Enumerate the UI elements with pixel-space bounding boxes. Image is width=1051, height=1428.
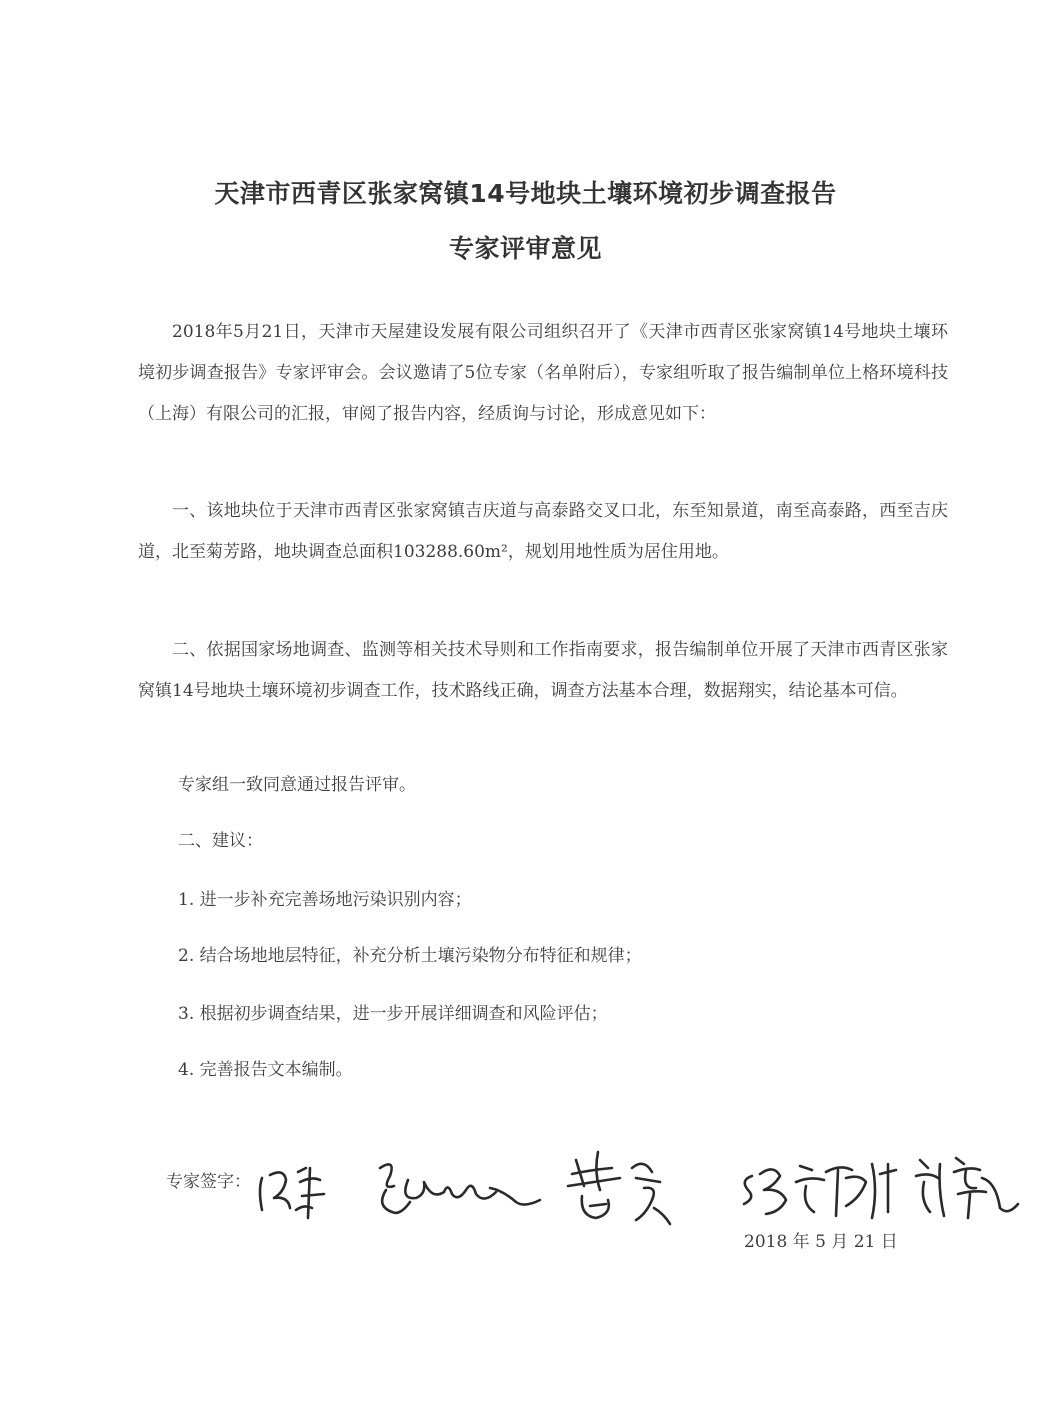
signature-4 (744, 1164, 896, 1218)
signature-2 (380, 1164, 540, 1212)
intro-paragraph (138, 312, 948, 435)
suggestion-item: 2. 结合场地地层特征，补充分析土壤污染物分布特征和规律； (178, 946, 642, 966)
intro-paragraph-text: 2018年5月21日，天津市天屋建设发展有限公司组织召开了《天津市西青区张家窝镇14号地块土壤环境初步调查报告》专家评审会。会议邀请了5位专家（名单附后），专家组听取了报告编制单位上格环境科技（上海）有限公司的汇报，审阅了报告内容，经质询与讨论，形成意见如下： (138, 322, 948, 424)
suggestion-item: 3. 根据初步调查结果，进一步开展详细调查和风险评估； (178, 1004, 608, 1024)
site-location-text: 一、该地块位于天津市西青区张家窝镇吉庆道与高泰路交叉口北，东至知景道，南至高泰路，西至吉庆道，北至菊芳路，地块调查总面积103288.60m²，规划用地性质为居住用地。 (138, 501, 948, 562)
document-title: 天津市西青区张家窝镇14号地块土壤环境初步调查报告 (214, 179, 837, 208)
signature-5 (916, 1158, 1018, 1218)
assessment-paragraph (138, 630, 948, 712)
assessment-text: 二、依据国家场地调查、监测等相关技术导则和工作指南要求，报告编制单位开展了天津市西青区张家窝镇14号地块土壤环境初步调查工作，技术路线正确，调查方法基本合理，数据翔实，结论基本可信。 (138, 640, 948, 701)
signature-label: 专家签字： (166, 1172, 251, 1192)
suggestion-item: 4. 完善报告文本编制。 (178, 1060, 353, 1080)
suggestions-heading: 二、建议： (178, 831, 263, 851)
document-subtitle: 专家评审意见 (448, 234, 602, 263)
expert-signatures (240, 1120, 1040, 1240)
signature-3 (568, 1152, 670, 1224)
signature-date: 2018 年 5 月 21 日 (744, 1232, 898, 1252)
site-location-paragraph (138, 491, 948, 573)
suggestion-item: 1. 进一步补充完善场地污染识别内容； (178, 890, 472, 910)
agreement-statement: 专家组一致同意通过报告评审。 (178, 775, 416, 795)
signature-1 (260, 1168, 324, 1218)
